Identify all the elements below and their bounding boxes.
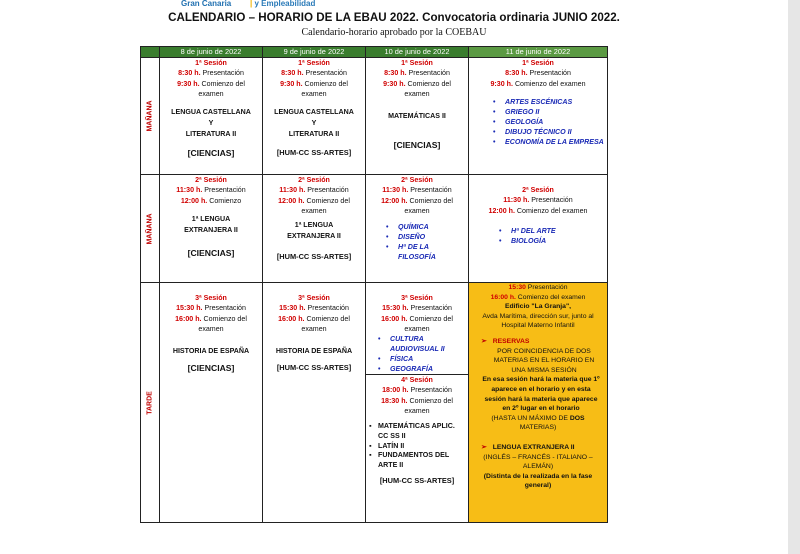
subject-list — [487, 97, 607, 147]
reservas-rule: En esa sesión hará la materia que 1º aparece en el horario y en esta sesión hará la materia que aparece en 2º lugar en el horario — [482, 376, 600, 413]
list-item: • QUÍMICA — [380, 222, 468, 232]
exam-cell — [263, 58, 366, 175]
subject: LENGUA CASTELLANA Y LITERATURA II — [274, 108, 354, 139]
subject: HISTORIA DE ESPAÑA — [275, 347, 353, 356]
day-header: 8 de junio de 2022 — [160, 47, 263, 58]
scrollbar[interactable] — [788, 0, 800, 554]
time-line: 15:30 h. Presentación — [382, 304, 452, 313]
day-header: 10 de junio de 2022 — [366, 47, 469, 58]
time-line: 9:30 h. Comienzo del — [177, 79, 245, 88]
session-row-2 — [141, 175, 608, 283]
logo-left: Gran Canaria — [181, 0, 232, 8]
time-line: 8:30 h. Presentación — [178, 69, 244, 78]
time-line: 12:00 h. Comienzo — [180, 196, 242, 205]
category-label: [CIENCIAS] — [187, 148, 235, 159]
time-line: 11:30 h. Presentación — [382, 186, 452, 195]
time-line: 8:30 h. Presentación — [281, 69, 347, 78]
period-label: MAÑANA — [146, 212, 154, 245]
list-item: • BIOLOGÍA — [493, 236, 607, 246]
list-item: ▪ MATEMÁTICAS APLIC. CC SS II — [366, 422, 458, 441]
arrow-icon: ➢ — [481, 337, 487, 345]
page-subtitle: Calendario-horario aprobado por la COEBAU — [301, 27, 487, 38]
time-line: examen — [301, 89, 327, 98]
period-cell — [141, 58, 160, 175]
schedule-table — [140, 46, 608, 523]
session-row-3 — [141, 283, 608, 523]
time-line: 9:30 h. Comienzo del — [280, 79, 348, 88]
category-label: [HUM-CC SS-ARTES] — [276, 148, 352, 158]
list-item: • CULTURA AUDIOVISUAL II — [372, 334, 448, 354]
time-line: 8:30 h. Presentación — [505, 69, 571, 78]
header-row — [141, 47, 608, 58]
arrow-icon: ➢ — [481, 443, 487, 451]
time-line: 12:00 h. Comienzo del — [381, 196, 453, 205]
day-header: 11 de junio de 2022 — [469, 47, 608, 58]
time-line: 12:00 h. Comienzo del examen — [488, 206, 588, 215]
time-line: 16:00 h. Comienzo del — [381, 314, 453, 323]
session-label: 4ª Sesión — [401, 376, 433, 385]
session-label: 3ª Sesión — [195, 294, 227, 302]
time-line: examen — [404, 89, 430, 98]
time-line: 9:30 h. Comienzo del examen — [490, 79, 586, 88]
list-item: • ARTES ESCÉNICAS — [487, 97, 607, 107]
time-line: 9:30 h. Comienzo del — [383, 79, 451, 88]
list-item: ▪ LATÍN II — [366, 442, 458, 452]
exam-cell — [366, 58, 469, 175]
reservas-text: POR COINCIDENCIA DE DOS MATERIAS EN EL HORARIO EN UNA MISMA SESIÓN — [493, 347, 595, 374]
list-item: • GRIEGO II — [487, 107, 607, 117]
time-line: examen — [198, 324, 224, 333]
subject-list — [380, 222, 468, 262]
exam-cell — [366, 283, 469, 523]
subject: LENGUA CASTELLANA Y LITERATURA II — [171, 108, 251, 139]
lengua-text: (INGLÉS – FRANCÉS - ITALIANO – ALEMÁN) — [483, 453, 593, 471]
category-label: [CIENCIAS] — [187, 247, 235, 258]
period-cell — [141, 283, 160, 523]
exam-cell — [469, 175, 608, 283]
subject-list — [372, 334, 448, 374]
session-label: 3ª Sesión — [298, 294, 330, 302]
list-item: • GEOGRAFÍA — [372, 364, 448, 374]
list-item: • DISEÑO — [380, 232, 468, 242]
time-line: 18:00 h. Presentación — [382, 386, 452, 395]
time-line: 11:30 h. Presentación — [279, 186, 349, 195]
time-line: examen — [198, 89, 224, 98]
subject-list — [366, 422, 458, 470]
time-line: 8:30 h. Presentación — [384, 69, 450, 78]
time-line: 15:30 h. Presentación — [279, 304, 349, 313]
period-label: TARDE — [146, 390, 154, 415]
subject: MATEMÁTICAS II — [388, 112, 446, 121]
session-label: 2ª Sesión — [195, 176, 227, 184]
time-line: examen — [404, 407, 430, 416]
period-label: MAÑANA — [146, 100, 154, 132]
exam-cell — [469, 283, 608, 523]
page-title: CALENDARIO – HORARIO DE LA EBAU 2022. Convocatoria ordinaria JUNIO 2022. — [168, 11, 620, 24]
time-line: 15:30 h. Presentación — [176, 304, 246, 313]
subject: 1ª LENGUA EXTRANJERA II — [287, 221, 341, 241]
time-line: 18:30 h. Comienzo del — [381, 396, 453, 405]
building-name: Edificio "La Granja", — [504, 303, 572, 311]
list-item: • DIBUJO TÉCNICO II — [487, 127, 607, 137]
session-label: 1ª Sesión — [298, 59, 330, 67]
list-item: ▪ FUNDAMENTOS DEL ARTE II — [366, 451, 458, 470]
lengua-note: (Distinta de la realizada en la fase general) — [483, 472, 593, 490]
logo-right — [250, 0, 315, 8]
session-label: 1ª Sesión — [401, 59, 433, 67]
time-line: 11:30 h. Presentación — [503, 196, 573, 205]
category-label: [CIENCIAS] — [393, 140, 441, 151]
address: Avda Marítima, dirección sur, junto al Hospital Materno Infantil — [482, 312, 594, 330]
session-label: 2ª Sesión — [298, 176, 330, 184]
exam-cell — [263, 175, 366, 283]
logo-right-text: y Empleabilidad — [254, 0, 316, 8]
time-line: 16:00 h. Comienzo del — [175, 314, 247, 323]
lengua-heading: ➢ LENGUA EXTRANJERA II — [481, 443, 575, 451]
day-header: 9 de junio de 2022 — [263, 47, 366, 58]
list-item: • Hª DE LA FILOSOFÍA — [380, 242, 468, 262]
exam-cell — [160, 283, 263, 523]
corner-cell — [141, 47, 160, 58]
time-line: examen — [404, 206, 430, 215]
time-line: 12:00 h. Comienzo del — [278, 196, 350, 205]
session-label: 3ª Sesión — [401, 294, 433, 302]
exam-cell — [469, 58, 608, 175]
category-label: [HUM-CC SS-ARTES] — [276, 252, 352, 262]
session-label: 2ª Sesión — [401, 176, 433, 184]
exam-cell — [263, 283, 366, 523]
time-line: 16:00 h. Comienzo del — [278, 314, 350, 323]
category-label: [CIENCIAS] — [187, 363, 235, 374]
subject: 1ª LENGUA EXTRANJERA II — [184, 214, 238, 234]
exam-cell — [160, 58, 263, 175]
session-label: 2ª Sesión — [522, 186, 554, 194]
logo-separator: | — [250, 0, 253, 8]
time-line: 15:30 Presentación — [508, 284, 568, 291]
time-line: examen — [301, 324, 327, 333]
reservas-heading: ➢ RESERVAS — [481, 337, 530, 345]
session-label: 1ª Sesión — [522, 59, 554, 67]
category-label: [HUM-CC SS-ARTES] — [276, 363, 352, 373]
time-line: 11:30 h. Presentación — [176, 186, 246, 195]
list-item: • FÍSICA — [372, 354, 448, 364]
session-label: 1ª Sesión — [195, 59, 227, 67]
list-item: • Hª DEL ARTE — [493, 226, 607, 236]
list-item: • ECONOMÍA DE LA EMPRESA — [487, 137, 607, 147]
time-line: examen — [301, 206, 327, 215]
subject-list — [493, 226, 607, 246]
exam-cell — [160, 175, 263, 283]
exam-cell — [366, 175, 469, 283]
period-cell — [141, 175, 160, 283]
list-item: • GEOLOGÍA — [487, 117, 607, 127]
category-label: [HUM-CC SS-ARTES] — [379, 476, 455, 486]
time-line: 16:00 h. Comienzo del examen — [490, 293, 586, 301]
session-row-1 — [141, 58, 608, 175]
reservas-note: (HASTA UN MÁXIMO DE DOS MATERIAS) — [491, 414, 585, 432]
time-line: examen — [404, 324, 430, 333]
subject: HISTORIA DE ESPAÑA — [172, 347, 250, 356]
